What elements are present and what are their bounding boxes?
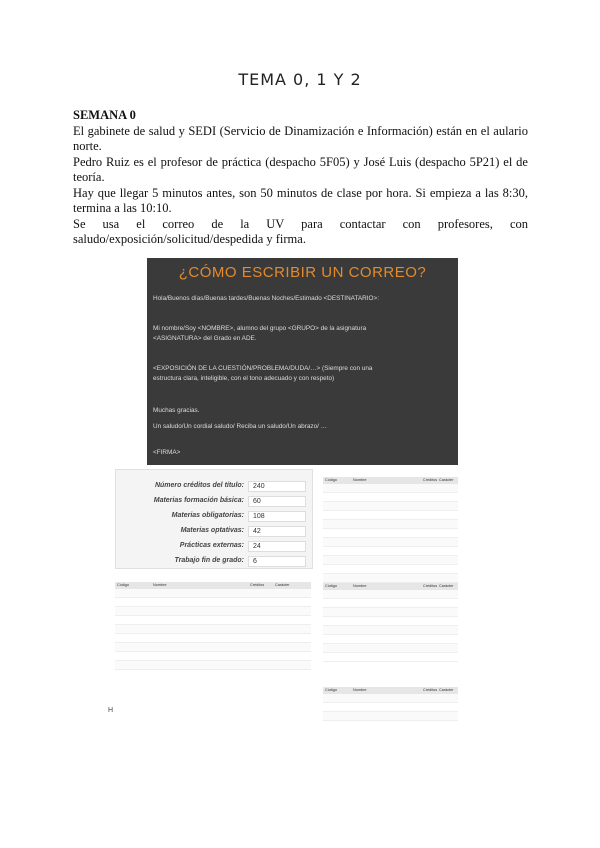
table-caption (323, 680, 458, 685)
slide-line: <EXPOSICIÓN DE LA CUESTIÓN/PROBLEMA/DUDA/…> (Siempre con una (153, 365, 373, 372)
table-row (115, 634, 311, 643)
summary-label: Materias obligatorias: (171, 512, 244, 519)
table-row (115, 652, 311, 661)
table-row (115, 625, 311, 634)
table-row (323, 502, 458, 511)
table-row (323, 599, 458, 608)
table-row (323, 712, 458, 721)
course-table-4 (323, 680, 458, 721)
slide-line: Hola/Buenos días/Buenas tardes/Buenas Noches/Estimado <DESTINATARIO>: (153, 295, 380, 302)
summary-value: 42 (248, 526, 306, 537)
slide-line: Un saludo/Un cordial saludo/ Reciba un saludo/Un abrazo/ … (153, 423, 328, 430)
table-row (323, 590, 458, 599)
table-header: Código Nombre Créditos Carácter (323, 687, 458, 694)
slide-title: ¿CÓMO ESCRIBIR UN CORREO? (178, 264, 427, 281)
table-row (323, 484, 458, 493)
slide-line: Muchas gracias. (153, 407, 200, 414)
table-row (115, 589, 311, 598)
summary-row (116, 525, 312, 538)
table-row (323, 565, 458, 574)
section-heading: SEMANA 0 (73, 108, 136, 122)
summary-value: 60 (248, 496, 306, 507)
summary-row (116, 480, 312, 493)
summary-row (116, 555, 312, 568)
paragraph: Pedro Ruiz es el profesor de práctica (despacho 5F05) y José Luis (despacho 5P21) el de teoría. (73, 154, 528, 184)
slide-line: <FIRMA> (153, 449, 181, 456)
table-row (323, 493, 458, 502)
table-row (323, 529, 458, 538)
table-row (115, 616, 311, 625)
slide-line: Mi nombre/Soy <NOMBRE>, alumno del grupo <GRUPO> de la asignatura (153, 325, 367, 332)
summary-label: Materias formación básica: (153, 497, 244, 504)
course-table-2 (323, 576, 458, 662)
table-row (115, 607, 311, 616)
credits-summary-image (115, 469, 313, 569)
table-row (115, 643, 311, 652)
table-caption (115, 575, 311, 580)
table-header: Código Nombre Créditos Carácter (323, 583, 458, 590)
table-row (323, 644, 458, 653)
table-caption (323, 576, 458, 581)
page-mark: H (108, 707, 114, 714)
table-row (323, 556, 458, 565)
table-row (323, 626, 458, 635)
summary-label: Prácticas externas: (179, 542, 244, 549)
summary-row (116, 495, 312, 508)
slide-line: estructura clara, inteligible, con el tono adecuado y con respeto) (153, 375, 335, 382)
table-row (323, 538, 458, 547)
paragraph: Hay que llegar 5 minutos antes, son 50 minutos de clase por hora. Si empieza a las 8:30, termina a las 10:10. (73, 185, 528, 215)
paragraph: El gabinete de salud y SEDI (Servicio de Dinamización e Información) están en el aulario norte. (73, 123, 528, 153)
table-header: Código Nombre Créditos Carácter (115, 582, 311, 589)
summary-value: 6 (248, 556, 306, 567)
table-row (323, 635, 458, 644)
table-header: Código Nombre Créditos Carácter (323, 477, 458, 484)
slide-line: <ASIGNATURA> del Grado en ADE. (153, 335, 257, 342)
paragraph: Se usa el correo de la UV para contactar con profesores, con saludo/exposición/solicitud/despedida y firma. (73, 216, 528, 246)
summary-value: 108 (248, 511, 306, 522)
summary-label: Trabajo fin de grado: (174, 557, 244, 564)
summary-value: 240 (248, 481, 306, 492)
table-row (323, 617, 458, 626)
summary-row (116, 540, 312, 553)
table-row (323, 703, 458, 712)
table-row (323, 547, 458, 556)
summary-value: 24 (248, 541, 306, 552)
table-caption (323, 470, 458, 475)
table-row (323, 520, 458, 529)
summary-label: Número créditos del título: (154, 482, 244, 489)
course-table-1 (323, 470, 458, 583)
table-row (323, 608, 458, 617)
body-text (73, 108, 528, 248)
table-row (115, 598, 311, 607)
email-slide-image (147, 258, 458, 465)
table-row (323, 694, 458, 703)
course-table-3 (115, 575, 311, 670)
summary-label: Materias optativas: (180, 527, 244, 534)
page-title: TEMA 0, 1 Y 2 (238, 70, 362, 89)
summary-row (116, 510, 312, 523)
table-row (323, 653, 458, 662)
table-row (115, 661, 311, 670)
table-row (323, 511, 458, 520)
